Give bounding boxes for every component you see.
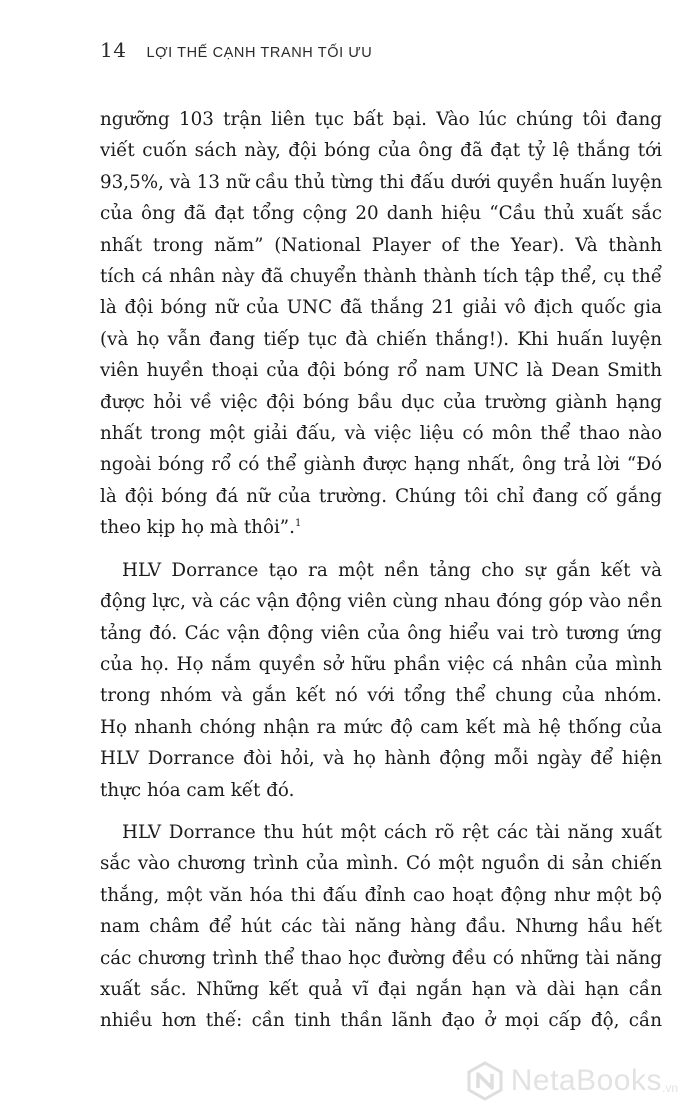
- text-line: ngoài bóng rổ có thể giành được hạng nhất, ông trả lời “Đó: [100, 454, 662, 476]
- text-line: nhiều hơn thế: cần tinh thần lãnh đạo ở mọi cấp độ, cần: [100, 1010, 662, 1032]
- text-line: thắng, một văn hóa thi đấu đỉnh cao hoạt động như một bộ: [100, 884, 662, 906]
- netabooks-logo-icon: [465, 1061, 505, 1101]
- text-line: động lực, và các vận động viên cùng nhau đóng góp vào nền: [100, 591, 662, 613]
- text-line: Họ nhanh chóng nhận ra mức độ cam kết mà hệ thống của: [100, 716, 662, 738]
- text-line: HLV Dorrance thu hút một cách rõ rệt các tài năng xuất: [122, 821, 662, 843]
- text-line: tích cá nhân này đã chuyển thành thành tích tập thể, cụ thể: [100, 266, 662, 288]
- text-line: HLV Dorrance đòi hỏi, và họ hành động mỗi ngày để hiện: [100, 748, 662, 770]
- text-line: viên huyền thoại của đội bóng rổ nam UNC là Dean Smith: [100, 360, 662, 382]
- text-line: là đội bóng đá nữ của trường. Chúng tôi chỉ đang cố gắng: [100, 485, 662, 507]
- text-line: ngưỡng 103 trận liên tục bất bại. Vào lúc chúng tôi đang: [100, 109, 662, 130]
- text-line: nam châm để hút các tài năng hàng đầu. Nhưng hầu hết: [100, 916, 662, 938]
- text-line: của họ. Họ nắm quyền sở hữu phần việc cá nhân của mình: [100, 653, 662, 675]
- text-line: nhất trong một giải đấu, và việc liệu có môn thể thao nào: [100, 423, 662, 445]
- watermark-domain: .vn: [661, 1081, 678, 1095]
- text-line: các chương trình thể thao học đường đều có những tài năng: [100, 947, 662, 969]
- text-line: (và họ vẫn đang tiếp tục đà chiến thắng!). Khi huấn luyện: [100, 328, 662, 350]
- watermark-brand: NetaBooks: [510, 1064, 662, 1097]
- text-line: là đội bóng nữ của UNC đã thắng 21 giải vô địch quốc gia: [100, 297, 662, 319]
- paragraph: [100, 555, 662, 806]
- text-line-content: theo kịp họ mà thôi”.: [100, 517, 295, 539]
- text-line: tảng đó. Các vận động viên của ông hiểu vai trò tương ứng: [100, 622, 662, 644]
- text-line: thực hóa cam kết đó.: [100, 779, 295, 801]
- paragraph-spacer: [100, 806, 662, 817]
- text-line: trong nhóm và gắn kết nó với tổng thể chung của nhóm.: [100, 685, 662, 707]
- paragraph: [100, 817, 662, 1037]
- text-line: nhất trong năm” (National Player of the Year). Và thành: [100, 234, 662, 256]
- text-line: sắc vào chương trình của mình. Có một nguồn di sản chiến: [100, 853, 662, 875]
- paragraph: [100, 104, 662, 544]
- text-line: HLV Dorrance tạo ra một nền tảng cho sự gắn kết và: [122, 559, 662, 581]
- text-line: được hỏi về việc đội bóng bầu dục của trường giành hạng: [100, 391, 662, 413]
- body-text: [100, 104, 662, 1037]
- text-line: 93,5%, và 13 nữ cầu thủ từng thi đấu dưới quyền huấn luyện: [100, 171, 663, 193]
- page-number: 14: [100, 38, 127, 62]
- text-line: của ông đã đạt tổng cộng 20 danh hiệu “Cầu thủ xuất sắc: [100, 203, 662, 225]
- text-line: xuất sắc. Những kết quả vĩ đại ngắn hạn và dài hạn cần: [100, 978, 662, 1000]
- netabooks-watermark: [465, 1061, 678, 1101]
- paragraph-spacer: [100, 544, 662, 555]
- running-title: LỢI THẾ CẠNH TRANH TỐI ƯU: [146, 45, 373, 61]
- footnote-marker: 1: [294, 518, 302, 530]
- text-line: viết cuốn sách này, đội bóng của ông đã đạt tỷ lệ thắng tới: [100, 140, 662, 162]
- text-line: [100, 512, 662, 543]
- page-header: [100, 38, 372, 62]
